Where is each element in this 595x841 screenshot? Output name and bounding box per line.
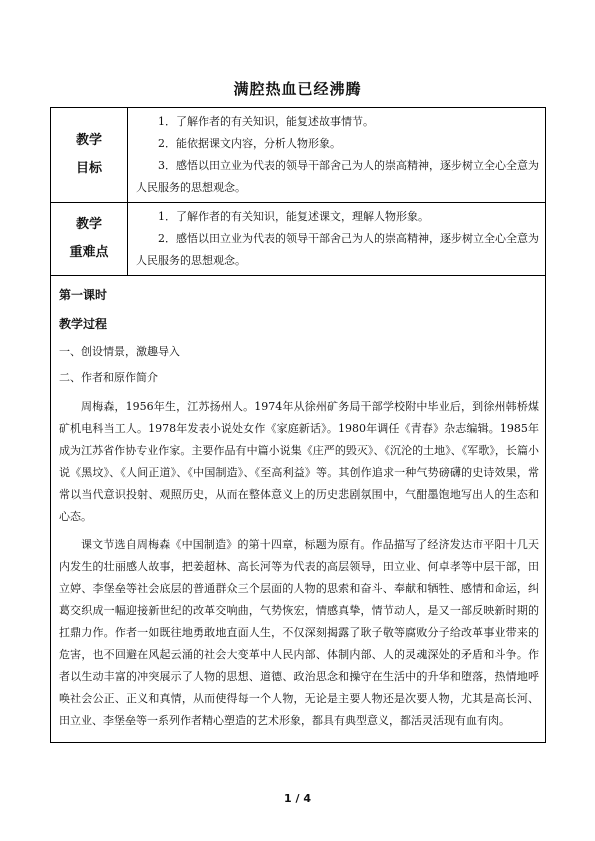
objectives-label xyxy=(51,108,128,203)
objective-item: 3．感悟以田立业为代表的领导干部舍己为人的崇高精神，逐步树立全心全意为人民服务的思想观念。 xyxy=(136,159,539,194)
objectives-label-line1: 教学 xyxy=(75,133,102,148)
focus-label-line2: 重难点 xyxy=(69,245,109,260)
focus-row xyxy=(51,203,546,276)
section-heading-1: 一、创设情景，激趣导入 xyxy=(59,345,180,358)
objective-item: 1．了解作者的有关知识，能复述故事情节。 xyxy=(158,115,374,128)
process-content xyxy=(51,276,546,743)
page-number: 1 / 4 xyxy=(284,792,311,805)
process-row xyxy=(51,276,546,743)
focus-item: 2．感悟以田立业为代表的领导干部舍己为人的崇高精神，逐步树立全心全意为人民服务的思想观念。 xyxy=(136,232,539,267)
lesson-heading: 第一课时 xyxy=(59,288,108,302)
objective-item: 2．能依据课文内容，分析人物形象。 xyxy=(158,137,341,150)
author-paragraph: 周梅森，1956年生，江苏扬州人。1974年从徐州矿务局干部学校附中毕业后，到徐州韩桥煤矿机电科当工人。1978年发表小说处女作《家庭新话》。1980年调任《青春》杂志编辑。1985年成为江苏省作协专业作家。主要作品有中篇小说集《庄严的毁灭》、《沉沦的土地》、《军歌》，长篇小说《黑坟》、《人间正道》、《中国制造》、《至高利益》等。其创作追求一种气势磅礴的史诗效果，常常以当代意识投射、观照历史，从而在整体意义上的历史悲剧氛围中，气酣墨饱地写出人的生态和心态。 xyxy=(59,400,539,523)
focus-item: 1．了解作者的有关知识，能复述课文，理解人物形象。 xyxy=(158,210,429,223)
section-heading-2: 二、作者和原作简介 xyxy=(59,371,158,384)
work-paragraph: 课文节选自周梅森《中国制造》的第十四章，标题为原有。作品描写了经济发达市平阳十几天内发生的壮丽感人故事，把姜超林、高长河等为代表的高层领导，田立业、何卓孝等中层干部，田立婷、李堡垒等社会底层的普通群众三个层面的人物的思索和奋斗、奉献和牺牲、感情和命运，纠葛交织成一幅迎接新世纪的改革交响曲，气势恢宏，情感真挚，情节动人，是又一部反映新时期的扛鼎力作。作者一如既往地勇敢地直面人生，不仅深刻揭露了耿子敬等腐败分子给改革事业带来的危害，也不回避在风起云涌的社会大变革中人民内部、体制内部、人的灵魂深处的矛盾和斗争。作者以生动丰富的冲突展示了人物的思想、道德、政治思念和操守在生活中的升华和堕落，热情地呼唤社会公正、正义和真情，从而使得每一个人物，无论是主要人物还是次要人物，尤其是高长河、田立业、李堡垒等一系列作者精心塑造的艺术形象，都具有典型意义，都活灵活现有血有肉。 xyxy=(59,538,539,727)
focus-label-line1: 教学 xyxy=(75,217,102,232)
focus-label xyxy=(51,203,128,276)
process-heading: 教学过程 xyxy=(59,317,108,331)
document-title: 满腔热血已经沸腾 xyxy=(233,80,362,98)
objectives-content xyxy=(128,108,546,203)
focus-content xyxy=(128,203,546,276)
lesson-plan-table xyxy=(50,107,546,743)
objectives-label-line2: 目标 xyxy=(75,161,102,176)
objectives-row xyxy=(51,108,546,203)
